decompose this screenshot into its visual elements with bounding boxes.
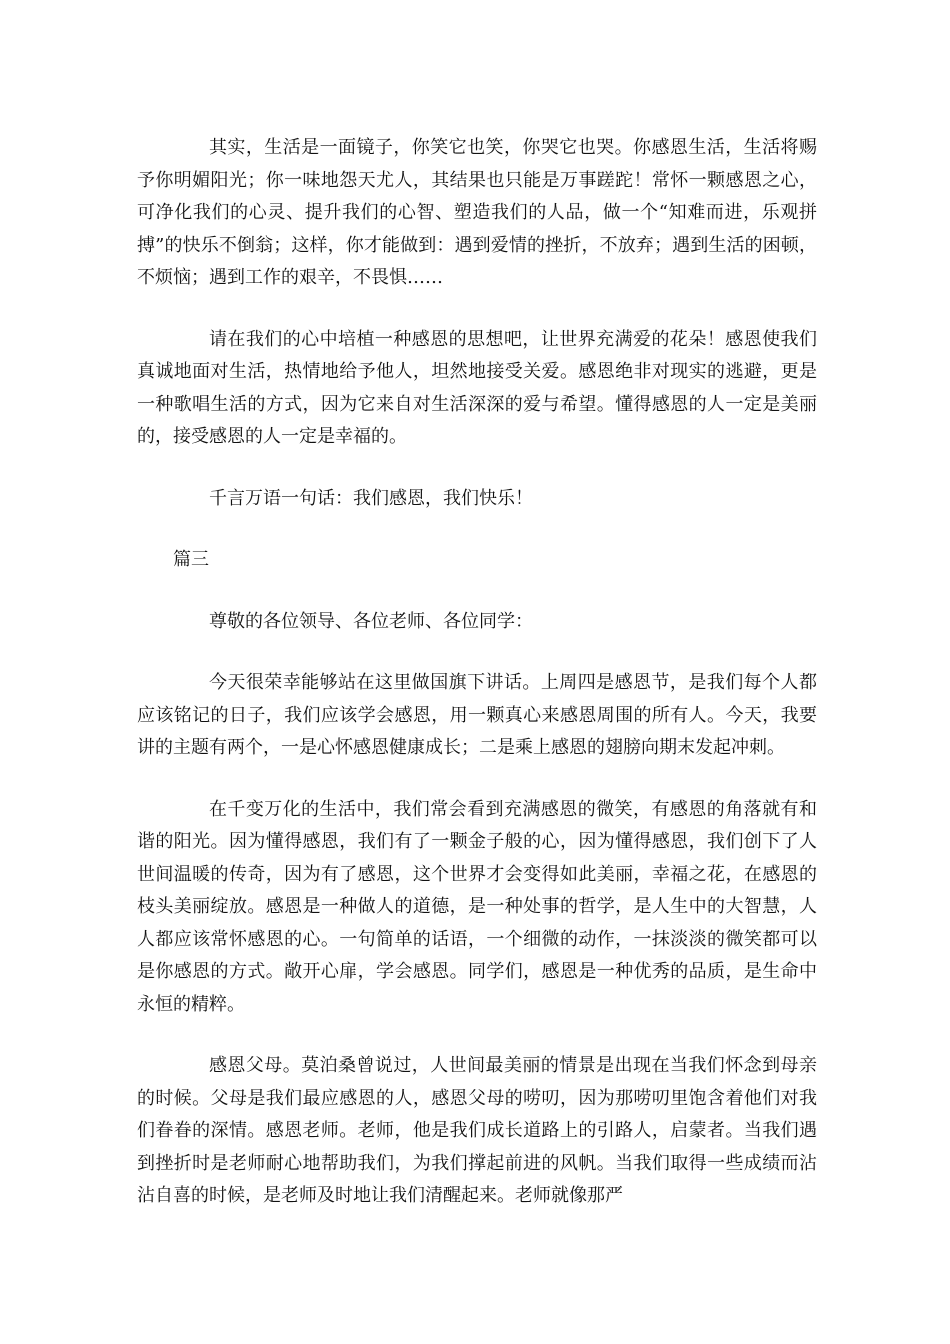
paragraph-1: 其实，生活是一面镜子，你笑它也笑，你哭它也哭。你感恩生活，生活将赐予你明媚阳光；你一味地怨天尤人，其结果也只能是万事蹉跎！常怀一颗感恩之心，可净化我们的心灵、提升我们的心智、塑造我们的人品，做一个“知难而进，乐观拼搏”的快乐不倒翁；这样，你才能做到：遇到爱情的挫折，不放弃；遇到生活的困顿，不烦恼；遇到工作的艰辛，不畏惧…… xyxy=(137,137,817,288)
document-body xyxy=(137,132,817,1242)
paragraph-2: 请在我们的心中培植一种感恩的思想吧，让世界充满爱的花朵！感恩使我们真诚地面对生活，热情地给予他人，坦然地接受关爱。感恩绝非对现实的逃避，更是一种歌唱生活的方式，因为它来自对生活深深的爱与希望。懂得感恩的人一定是美丽的，接受感恩的人一定是幸福的。 xyxy=(137,328,817,447)
paragraph-6: 感恩父母。莫泊桑曾说过，人世间最美丽的情景是出现在当我们怀念到母亲的时候。父母是我们最应感恩的人，感恩父母的唠叨，因为那唠叨里饱含着他们对我们眷眷的深情。感恩老师。老师，他是我们成长道路上的引路人，启蒙者。当我们遇到挫折时是老师耐心地帮助我们，为我们撑起前进的风帆。当我们取得一些成绩而沾沾自喜的时候，是老师及时地让我们清醒起来。老师就像那严 xyxy=(137,1055,817,1206)
paragraph-5: 在千变万化的生活中，我们常会看到充满感恩的微笑，有感恩的角落就有和谐的阳光。因为懂得感恩，我们有了一颗金子般的心，因为懂得感恩，我们创下了人世间温暖的传奇，因为有了感恩，这个世界才会变得如此美丽，幸福之花，在感恩的枝头美丽绽放。感恩是一种做人的道德，是一种处事的哲学，是人生中的大智慧，人人都应该常怀感恩的心。一句简单的话语，一个细微的动作，一抹淡淡的微笑都可以是你感恩的方式。敞开心扉，学会感恩。同学们，感恩是一种优秀的品质，是生命中永恒的精粹。 xyxy=(137,798,817,1015)
paragraph-4: 今天很荣幸能够站在这里做国旗下讲话。上周四是感恩节，是我们每个人都应该铭记的日子，我们应该学会感恩，用一颗真心来感恩周围的所有人。今天，我要讲的主题有两个，一是心怀感恩健康成长；二是乘上感恩的翅膀向期末发起冲刺。 xyxy=(137,672,817,758)
salutation: 尊敬的各位领导、各位老师、各位同学： xyxy=(209,610,533,632)
section-heading: 篇三 xyxy=(173,549,209,570)
paragraph-3: 千言万语一句话：我们感恩，我们快乐！ xyxy=(209,487,533,509)
